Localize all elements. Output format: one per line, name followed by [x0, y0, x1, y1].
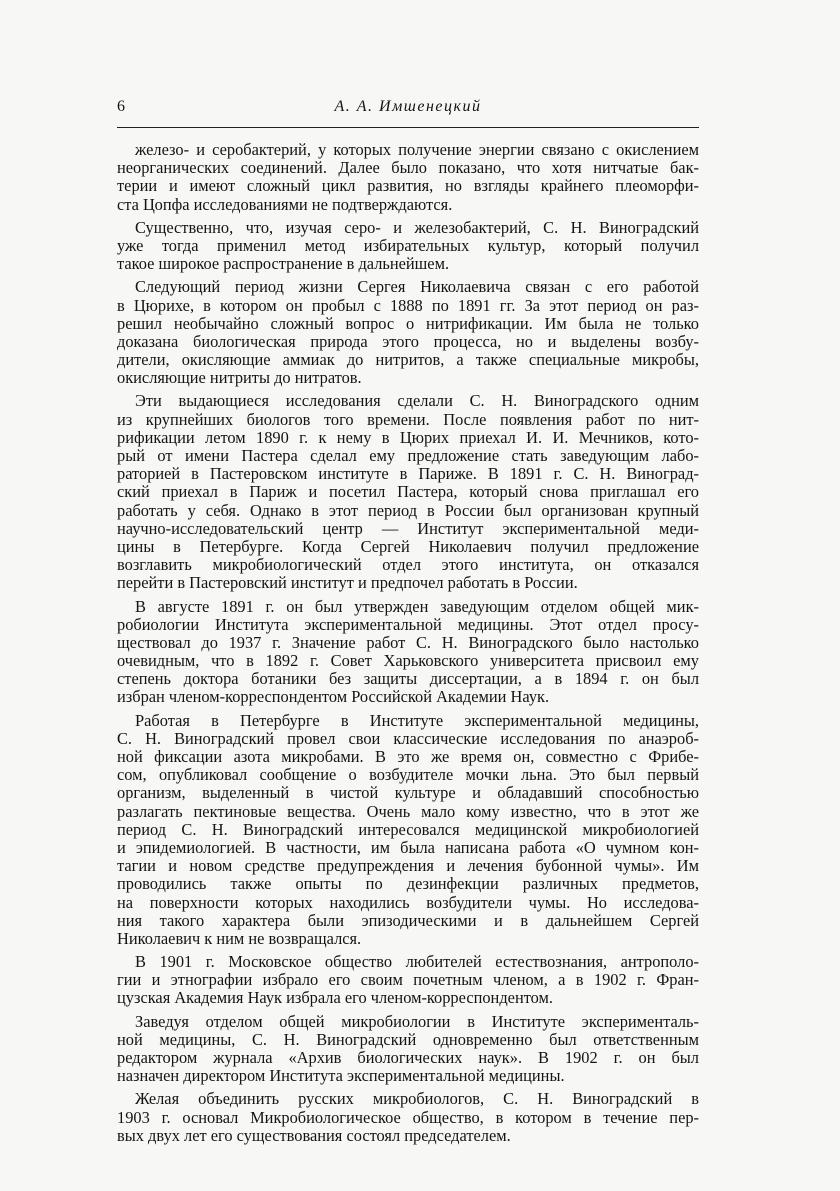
- text-line: сом, опубликовал сообщение о возбудителе мочки льна. Это был первый: [117, 766, 699, 785]
- header-rule: [117, 127, 699, 128]
- text-line: терии и имеют сложный цикл развития, но взгляды крайнего плеоморфи-: [117, 177, 699, 196]
- body-text: [117, 141, 699, 1150]
- running-title: А. А. Имшенецкий: [334, 98, 482, 115]
- text-line: гии и этнографии избрало его своим почетным членом, а в 1902 г. Фран-: [117, 971, 699, 990]
- page-header: [117, 98, 699, 122]
- text-line: научно-исследовательский центр — Институт экспериментальной меди-: [117, 519, 699, 538]
- paragraph: [117, 1013, 699, 1086]
- text-line: робиологии Института экспериментальной медицины. Этот отдел просу-: [117, 615, 699, 634]
- text-line: В августе 1891 г. он был утвержден заведующим отделом общей мик-: [135, 597, 699, 616]
- text-line: решил необычайно сложный вопрос о нитрификации. Им была не только: [117, 314, 699, 333]
- paragraph: [117, 219, 699, 274]
- text-line: окисляющие нитриты до нитратов.: [117, 369, 362, 388]
- text-line: дители, окисляющие аммиак до нитритов, а также специальные микробы,: [117, 351, 699, 370]
- paragraph: [117, 141, 699, 214]
- text-line: Заведуя отделом общей микробиологии в Институте эксперименталь-: [135, 1012, 699, 1031]
- text-line: С. Н. Виноградский провел свои классические исследования по анаэроб-: [117, 729, 699, 748]
- text-line: Эти выдающиеся исследования сделали С. Н. Виноградского одним: [135, 392, 699, 411]
- text-line: организм, выделенный в чистой культуре и обладавший способностью: [117, 784, 699, 803]
- page-number: 6: [117, 98, 125, 115]
- paragraph: [117, 953, 699, 1008]
- text-line: железо- и серобактерий, у которых получение энергии связано с окислением: [135, 141, 699, 159]
- text-line: из крупнейших биологов того времени. После появления работ по нит-: [117, 410, 699, 429]
- paragraph: [117, 598, 699, 707]
- text-line: рый от имени Пастера сделал ему предложение стать заведующим лабо-: [117, 447, 699, 465]
- text-line: редактором журнала «Архив биологических наук». В 1902 г. он был: [117, 1049, 699, 1067]
- text-line: Желая объединить русских микробиологов, С. Н. Виноградский в: [135, 1090, 699, 1109]
- text-line: ной фиксации азота микробами. В это же время он, совместно с Фрибе-: [117, 748, 699, 766]
- paragraph: [117, 392, 699, 592]
- text-line: ной медицины, С. Н. Виноградский одновременно был ответственным: [117, 1030, 699, 1049]
- text-line: ский приехал в Париж и посетил Пастера, который снова приглашал его: [117, 483, 699, 502]
- text-line: вых двух лет его существования состоял председателем.: [117, 1126, 511, 1145]
- text-line: Николаевич к ним не возвращался.: [117, 929, 362, 948]
- text-line: 1903 г. основал Микробиологическое общество, в котором в течение пер-: [117, 1108, 699, 1127]
- text-line: Существенно, что, изучая серо- и железобактерий, С. Н. Виноградский: [135, 218, 699, 237]
- text-line: разлагать пектиновые вещества. Очень мало кому известно, что в этот же: [117, 802, 699, 821]
- text-line: в Цюрихе, в котором он пробыл с 1888 по 1891 гг. За этот период он раз-: [117, 296, 699, 315]
- text-line: Работая в Петербурге в Институте экспериментальной медицины,: [135, 711, 699, 730]
- text-line: цины в Петербурге. Когда Сергей Николаевич получил предложение: [117, 537, 699, 556]
- text-line: неорганических соединений. Далее было показано, что хотя нитчатые бак-: [117, 159, 699, 178]
- text-line: на поверхности которых находились возбудители чумы. Но исследова-: [117, 893, 699, 912]
- text-line: возглавить микробиологический отдел этого института, он отказался: [117, 556, 699, 575]
- text-line: период С. Н. Виноградский интересовался медицинской микробиологией: [117, 820, 699, 839]
- text-line: доказана биологическая природа этого процесса, но и выделены возбу-: [117, 332, 699, 351]
- text-line: работать у себя. Однако в этот период в России был организован крупный: [117, 501, 699, 520]
- text-line: В 1901 г. Московское общество любителей естествознания, антрополо-: [135, 953, 699, 972]
- text-line: такое широкое распространение в дальнейшем.: [117, 255, 450, 274]
- text-line: очевидным, что в 1892 г. Совет Харьковского университета присвоил ему: [117, 652, 699, 671]
- text-line: назначен директором Института экспериментальной медицины.: [117, 1067, 565, 1086]
- text-line: избран членом-корреспондентом Российской Академии Наук.: [117, 688, 550, 707]
- text-line: раторией в Пастеровском институте в Париже. В 1891 г. С. Н. Виноград-: [117, 465, 699, 484]
- text-line: ществовал до 1937 г. Значение работ С. Н. Виноградского было настолько: [117, 633, 699, 652]
- text-line: ста Цопфа исследованиями не подтверждаются.: [117, 195, 453, 214]
- paragraph: [117, 1090, 699, 1145]
- text-line: Следующий период жизни Сергея Николаевича связан с его работой: [135, 278, 699, 297]
- text-line: цузская Академия Наук избрала его членом-корреспондентом.: [117, 989, 554, 1008]
- text-line: рификации летом 1890 г. к нему в Цюрих приехал И. И. Мечников, кото-: [117, 428, 699, 447]
- text-line: уже тогда применил метод избирательных культур, который получил: [117, 236, 699, 255]
- text-line: перейти в Пастеровский институт и предпочел работать в России.: [117, 574, 578, 593]
- text-line: степень доктора ботаники без защиты диссертации, а в 1894 г. он был: [117, 670, 699, 689]
- paragraph: [117, 278, 699, 387]
- text-line: проводились также опыты по дезинфекции различных предметов,: [117, 875, 699, 894]
- text-line: тагии и новом средстве предупреждения и лечения бубонной чумы». Им: [117, 857, 699, 876]
- paragraph: [117, 712, 699, 948]
- text-line: и эпидемиологией. В частности, им была написана работа «О чумном кон-: [117, 838, 699, 857]
- text-line: ния такого характера были эпизодическими и в дальнейшем Сергей: [117, 911, 699, 930]
